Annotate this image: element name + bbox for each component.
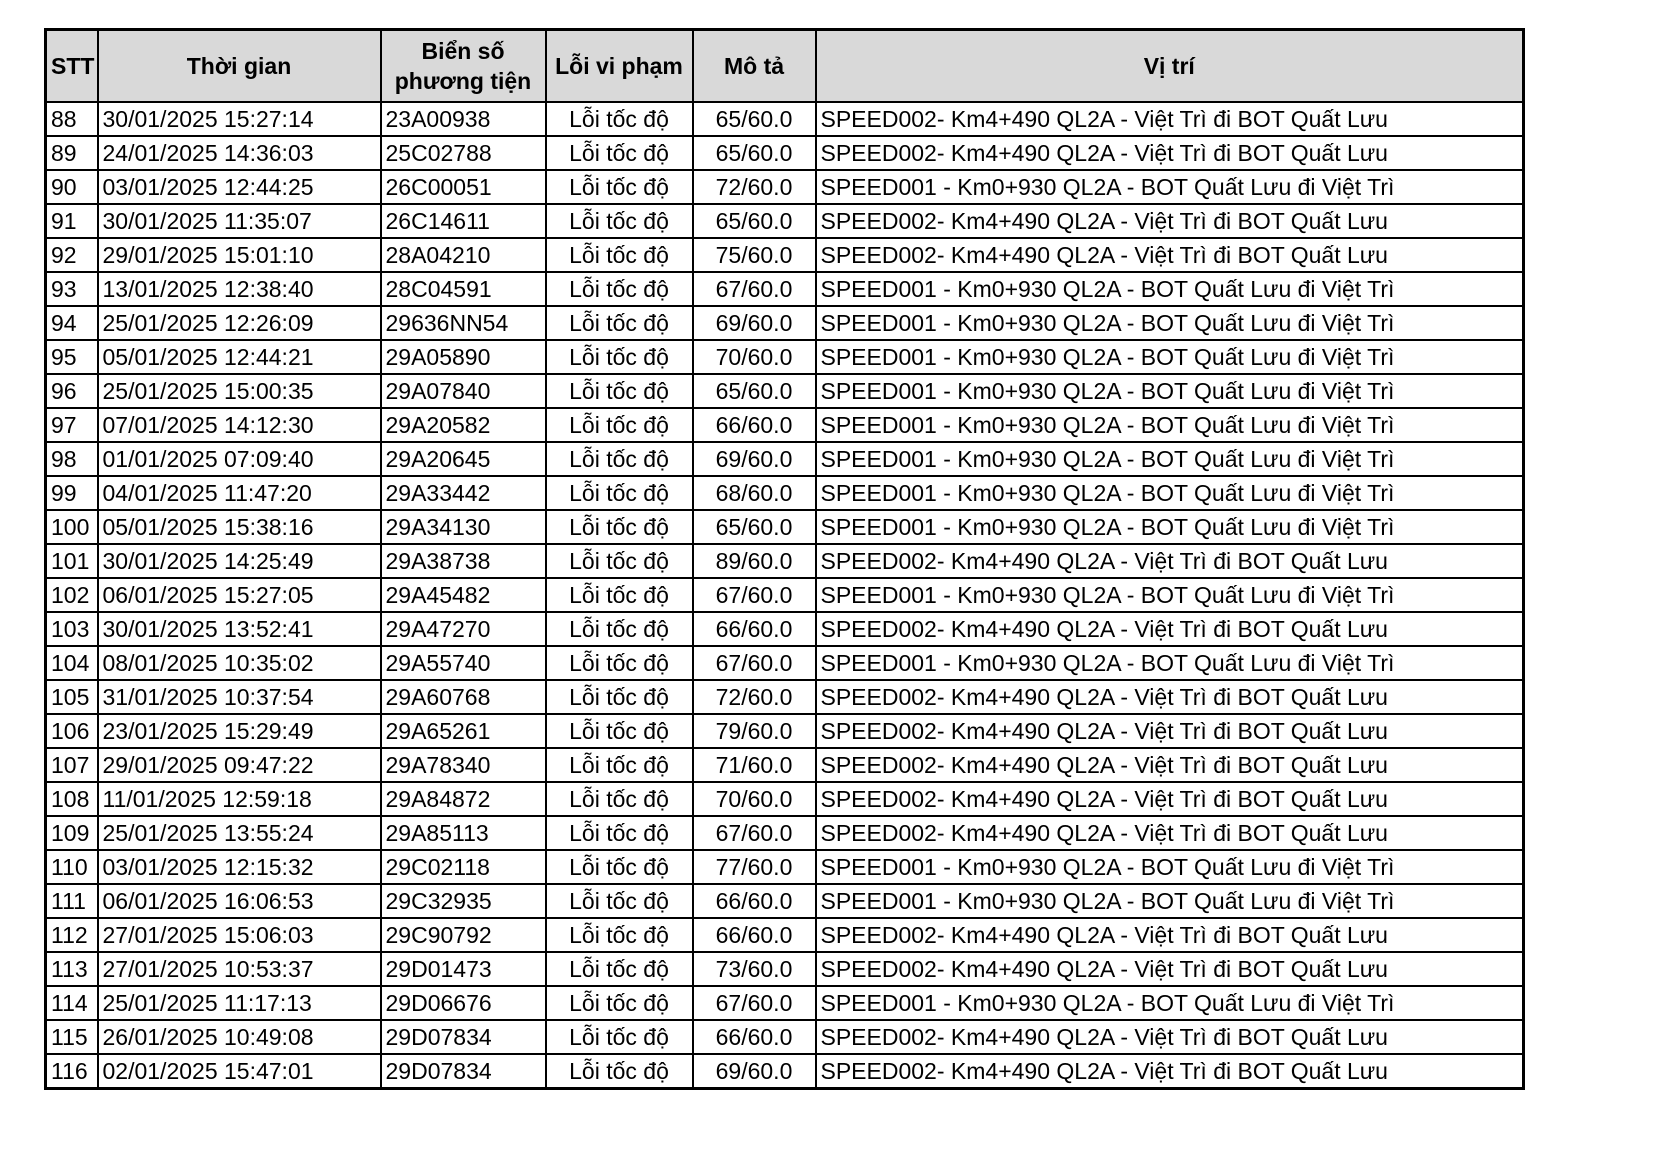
cell-stt: 104 (46, 646, 98, 680)
cell-stt: 99 (46, 476, 98, 510)
cell-time: 30/01/2025 15:27:14 (98, 102, 381, 136)
cell-time: 29/01/2025 09:47:22 (98, 748, 381, 782)
cell-stt: 89 (46, 136, 98, 170)
cell-time: 23/01/2025 15:29:49 (98, 714, 381, 748)
table-row (46, 612, 1524, 646)
cell-stt: 103 (46, 612, 98, 646)
cell-time: 13/01/2025 12:38:40 (98, 272, 381, 306)
cell-location: SPEED002- Km4+490 QL2A - Việt Trì đi BOT Quất Lưu (816, 612, 1524, 646)
table-row (46, 510, 1524, 544)
cell-violation: Lỗi tốc độ (546, 850, 693, 884)
cell-description: 72/60.0 (693, 170, 816, 204)
table-header (46, 30, 1524, 103)
cell-plate: 29A05890 (381, 340, 546, 374)
cell-description: 66/60.0 (693, 918, 816, 952)
cell-violation: Lỗi tốc độ (546, 238, 693, 272)
cell-description: 65/60.0 (693, 510, 816, 544)
cell-description: 65/60.0 (693, 136, 816, 170)
cell-stt: 109 (46, 816, 98, 850)
cell-time: 24/01/2025 14:36:03 (98, 136, 381, 170)
cell-location: SPEED001 - Km0+930 QL2A - BOT Quất Lưu đi Việt Trì (816, 850, 1524, 884)
violations-table (44, 28, 1525, 1090)
cell-violation: Lỗi tốc độ (546, 918, 693, 952)
header-violation: Lỗi vi phạm (546, 30, 693, 103)
cell-time: 06/01/2025 15:27:05 (98, 578, 381, 612)
cell-description: 73/60.0 (693, 952, 816, 986)
cell-violation: Lỗi tốc độ (546, 102, 693, 136)
cell-violation: Lỗi tốc độ (546, 986, 693, 1020)
cell-time: 01/01/2025 07:09:40 (98, 442, 381, 476)
cell-description: 67/60.0 (693, 986, 816, 1020)
cell-time: 30/01/2025 14:25:49 (98, 544, 381, 578)
cell-violation: Lỗi tốc độ (546, 408, 693, 442)
cell-violation: Lỗi tốc độ (546, 340, 693, 374)
cell-violation: Lỗi tốc độ (546, 544, 693, 578)
cell-description: 66/60.0 (693, 408, 816, 442)
table-row (46, 1054, 1524, 1089)
table-row (46, 578, 1524, 612)
cell-description: 69/60.0 (693, 442, 816, 476)
cell-time: 26/01/2025 10:49:08 (98, 1020, 381, 1054)
cell-time: 03/01/2025 12:15:32 (98, 850, 381, 884)
cell-time: 29/01/2025 15:01:10 (98, 238, 381, 272)
cell-location: SPEED002- Km4+490 QL2A - Việt Trì đi BOT Quất Lưu (816, 204, 1524, 238)
cell-stt: 88 (46, 102, 98, 136)
cell-plate: 29C32935 (381, 884, 546, 918)
cell-location: SPEED002- Km4+490 QL2A - Việt Trì đi BOT Quất Lưu (816, 544, 1524, 578)
cell-description: 67/60.0 (693, 578, 816, 612)
table-row (46, 408, 1524, 442)
header-stt: STT (46, 30, 98, 103)
cell-stt: 111 (46, 884, 98, 918)
cell-plate: 29A33442 (381, 476, 546, 510)
table-row (46, 714, 1524, 748)
cell-plate: 29D01473 (381, 952, 546, 986)
cell-stt: 107 (46, 748, 98, 782)
cell-location: SPEED002- Km4+490 QL2A - Việt Trì đi BOT Quất Lưu (816, 816, 1524, 850)
header-row (46, 30, 1524, 103)
table-row (46, 442, 1524, 476)
table-row (46, 782, 1524, 816)
cell-time: 06/01/2025 16:06:53 (98, 884, 381, 918)
cell-description: 67/60.0 (693, 646, 816, 680)
cell-plate: 29A34130 (381, 510, 546, 544)
cell-violation: Lỗi tốc độ (546, 646, 693, 680)
cell-stt: 98 (46, 442, 98, 476)
cell-description: 71/60.0 (693, 748, 816, 782)
cell-stt: 106 (46, 714, 98, 748)
cell-location: SPEED002- Km4+490 QL2A - Việt Trì đi BOT Quất Lưu (816, 1020, 1524, 1054)
cell-plate: 29A65261 (381, 714, 546, 748)
cell-violation: Lỗi tốc độ (546, 442, 693, 476)
table-row (46, 204, 1524, 238)
cell-location: SPEED002- Km4+490 QL2A - Việt Trì đi BOT Quất Lưu (816, 238, 1524, 272)
cell-stt: 90 (46, 170, 98, 204)
cell-time: 30/01/2025 11:35:07 (98, 204, 381, 238)
table-row (46, 136, 1524, 170)
cell-violation: Lỗi tốc độ (546, 782, 693, 816)
table-row (46, 816, 1524, 850)
cell-time: 08/01/2025 10:35:02 (98, 646, 381, 680)
cell-violation: Lỗi tốc độ (546, 1020, 693, 1054)
table-row (46, 680, 1524, 714)
cell-time: 25/01/2025 11:17:13 (98, 986, 381, 1020)
cell-violation: Lỗi tốc độ (546, 748, 693, 782)
cell-violation: Lỗi tốc độ (546, 374, 693, 408)
cell-description: 69/60.0 (693, 1054, 816, 1089)
cell-violation: Lỗi tốc độ (546, 510, 693, 544)
table-row (46, 544, 1524, 578)
cell-stt: 92 (46, 238, 98, 272)
cell-location: SPEED002- Km4+490 QL2A - Việt Trì đi BOT Quất Lưu (816, 136, 1524, 170)
cell-time: 04/01/2025 11:47:20 (98, 476, 381, 510)
cell-location: SPEED002- Km4+490 QL2A - Việt Trì đi BOT Quất Lưu (816, 918, 1524, 952)
cell-location: SPEED002- Km4+490 QL2A - Việt Trì đi BOT Quất Lưu (816, 952, 1524, 986)
cell-stt: 93 (46, 272, 98, 306)
cell-stt: 113 (46, 952, 98, 986)
cell-time: 02/01/2025 15:47:01 (98, 1054, 381, 1089)
cell-violation: Lỗi tốc độ (546, 272, 693, 306)
cell-time: 07/01/2025 14:12:30 (98, 408, 381, 442)
cell-violation: Lỗi tốc độ (546, 476, 693, 510)
cell-location: SPEED002- Km4+490 QL2A - Việt Trì đi BOT Quất Lưu (816, 714, 1524, 748)
cell-violation: Lỗi tốc độ (546, 612, 693, 646)
cell-stt: 105 (46, 680, 98, 714)
cell-plate: 28A04210 (381, 238, 546, 272)
cell-plate: 29A20582 (381, 408, 546, 442)
cell-location: SPEED001 - Km0+930 QL2A - BOT Quất Lưu đi Việt Trì (816, 986, 1524, 1020)
cell-plate: 26C00051 (381, 170, 546, 204)
cell-time: 11/01/2025 12:59:18 (98, 782, 381, 816)
cell-plate: 29A38738 (381, 544, 546, 578)
cell-location: SPEED001 - Km0+930 QL2A - BOT Quất Lưu đi Việt Trì (816, 510, 1524, 544)
table-row (46, 952, 1524, 986)
header-time: Thời gian (98, 30, 381, 103)
table-row (46, 102, 1524, 136)
cell-violation: Lỗi tốc độ (546, 136, 693, 170)
cell-plate: 26C14611 (381, 204, 546, 238)
cell-time: 03/01/2025 12:44:25 (98, 170, 381, 204)
cell-description: 66/60.0 (693, 884, 816, 918)
cell-plate: 29636NN54 (381, 306, 546, 340)
table-row (46, 748, 1524, 782)
cell-plate: 25C02788 (381, 136, 546, 170)
cell-violation: Lỗi tốc độ (546, 306, 693, 340)
cell-stt: 115 (46, 1020, 98, 1054)
table-row (46, 170, 1524, 204)
cell-stt: 114 (46, 986, 98, 1020)
cell-violation: Lỗi tốc độ (546, 578, 693, 612)
cell-stt: 96 (46, 374, 98, 408)
cell-description: 77/60.0 (693, 850, 816, 884)
cell-stt: 94 (46, 306, 98, 340)
cell-plate: 29D06676 (381, 986, 546, 1020)
table-row (46, 986, 1524, 1020)
cell-location: SPEED001 - Km0+930 QL2A - BOT Quất Lưu đi Việt Trì (816, 272, 1524, 306)
cell-location: SPEED001 - Km0+930 QL2A - BOT Quất Lưu đi Việt Trì (816, 476, 1524, 510)
cell-description: 89/60.0 (693, 544, 816, 578)
cell-violation: Lỗi tốc độ (546, 884, 693, 918)
table-row (46, 340, 1524, 374)
table-row (46, 1020, 1524, 1054)
cell-plate: 29A85113 (381, 816, 546, 850)
cell-plate: 29A20645 (381, 442, 546, 476)
cell-plate: 29A45482 (381, 578, 546, 612)
cell-plate: 29A84872 (381, 782, 546, 816)
table-row (46, 884, 1524, 918)
table-row (46, 646, 1524, 680)
cell-stt: 97 (46, 408, 98, 442)
table-row (46, 476, 1524, 510)
cell-location: SPEED002- Km4+490 QL2A - Việt Trì đi BOT Quất Lưu (816, 1054, 1524, 1089)
cell-violation: Lỗi tốc độ (546, 952, 693, 986)
cell-plate: 29D07834 (381, 1020, 546, 1054)
cell-stt: 100 (46, 510, 98, 544)
cell-description: 66/60.0 (693, 612, 816, 646)
cell-time: 05/01/2025 15:38:16 (98, 510, 381, 544)
cell-violation: Lỗi tốc độ (546, 1054, 693, 1089)
cell-location: SPEED001 - Km0+930 QL2A - BOT Quất Lưu đi Việt Trì (816, 170, 1524, 204)
cell-description: 72/60.0 (693, 680, 816, 714)
cell-stt: 116 (46, 1054, 98, 1089)
cell-time: 30/01/2025 13:52:41 (98, 612, 381, 646)
header-location: Vị trí (816, 30, 1524, 103)
cell-time: 25/01/2025 15:00:35 (98, 374, 381, 408)
cell-stt: 110 (46, 850, 98, 884)
cell-location: SPEED002- Km4+490 QL2A - Việt Trì đi BOT Quất Lưu (816, 782, 1524, 816)
cell-location: SPEED001 - Km0+930 QL2A - BOT Quất Lưu đi Việt Trì (816, 306, 1524, 340)
cell-time: 25/01/2025 13:55:24 (98, 816, 381, 850)
cell-violation: Lỗi tốc độ (546, 816, 693, 850)
cell-plate: 29A78340 (381, 748, 546, 782)
cell-violation: Lỗi tốc độ (546, 204, 693, 238)
cell-plate: 29D07834 (381, 1054, 546, 1089)
cell-description: 70/60.0 (693, 340, 816, 374)
cell-violation: Lỗi tốc độ (546, 714, 693, 748)
table-row (46, 850, 1524, 884)
cell-description: 65/60.0 (693, 102, 816, 136)
table-row (46, 306, 1524, 340)
cell-description: 69/60.0 (693, 306, 816, 340)
cell-location: SPEED001 - Km0+930 QL2A - BOT Quất Lưu đi Việt Trì (816, 578, 1524, 612)
cell-stt: 101 (46, 544, 98, 578)
cell-time: 27/01/2025 15:06:03 (98, 918, 381, 952)
cell-plate: 29C02118 (381, 850, 546, 884)
cell-description: 67/60.0 (693, 816, 816, 850)
cell-location: SPEED001 - Km0+930 QL2A - BOT Quất Lưu đi Việt Trì (816, 442, 1524, 476)
header-description: Mô tả (693, 30, 816, 103)
cell-stt: 102 (46, 578, 98, 612)
table-row (46, 374, 1524, 408)
cell-time: 27/01/2025 10:53:37 (98, 952, 381, 986)
cell-time: 31/01/2025 10:37:54 (98, 680, 381, 714)
cell-stt: 95 (46, 340, 98, 374)
cell-description: 67/60.0 (693, 272, 816, 306)
cell-location: SPEED002- Km4+490 QL2A - Việt Trì đi BOT Quất Lưu (816, 680, 1524, 714)
table-body (46, 102, 1524, 1089)
cell-plate: 29A60768 (381, 680, 546, 714)
cell-time: 25/01/2025 12:26:09 (98, 306, 381, 340)
cell-description: 65/60.0 (693, 374, 816, 408)
cell-stt: 112 (46, 918, 98, 952)
cell-plate: 29A07840 (381, 374, 546, 408)
cell-location: SPEED002- Km4+490 QL2A - Việt Trì đi BOT Quất Lưu (816, 102, 1524, 136)
cell-location: SPEED001 - Km0+930 QL2A - BOT Quất Lưu đi Việt Trì (816, 884, 1524, 918)
cell-description: 65/60.0 (693, 204, 816, 238)
cell-stt: 108 (46, 782, 98, 816)
table-row (46, 238, 1524, 272)
cell-location: SPEED001 - Km0+930 QL2A - BOT Quất Lưu đi Việt Trì (816, 340, 1524, 374)
header-plate: Biển số phương tiện (381, 30, 546, 103)
cell-description: 79/60.0 (693, 714, 816, 748)
cell-plate: 28C04591 (381, 272, 546, 306)
cell-violation: Lỗi tốc độ (546, 170, 693, 204)
cell-location: SPEED001 - Km0+930 QL2A - BOT Quất Lưu đi Việt Trì (816, 646, 1524, 680)
table-row (46, 272, 1524, 306)
cell-description: 68/60.0 (693, 476, 816, 510)
cell-plate: 23A00938 (381, 102, 546, 136)
cell-plate: 29A55740 (381, 646, 546, 680)
cell-time: 05/01/2025 12:44:21 (98, 340, 381, 374)
cell-location: SPEED002- Km4+490 QL2A - Việt Trì đi BOT Quất Lưu (816, 748, 1524, 782)
cell-location: SPEED001 - Km0+930 QL2A - BOT Quất Lưu đi Việt Trì (816, 408, 1524, 442)
cell-violation: Lỗi tốc độ (546, 680, 693, 714)
cell-description: 66/60.0 (693, 1020, 816, 1054)
cell-location: SPEED001 - Km0+930 QL2A - BOT Quất Lưu đi Việt Trì (816, 374, 1524, 408)
table-row (46, 918, 1524, 952)
cell-description: 75/60.0 (693, 238, 816, 272)
cell-stt: 91 (46, 204, 98, 238)
cell-plate: 29C90792 (381, 918, 546, 952)
cell-plate: 29A47270 (381, 612, 546, 646)
cell-description: 70/60.0 (693, 782, 816, 816)
